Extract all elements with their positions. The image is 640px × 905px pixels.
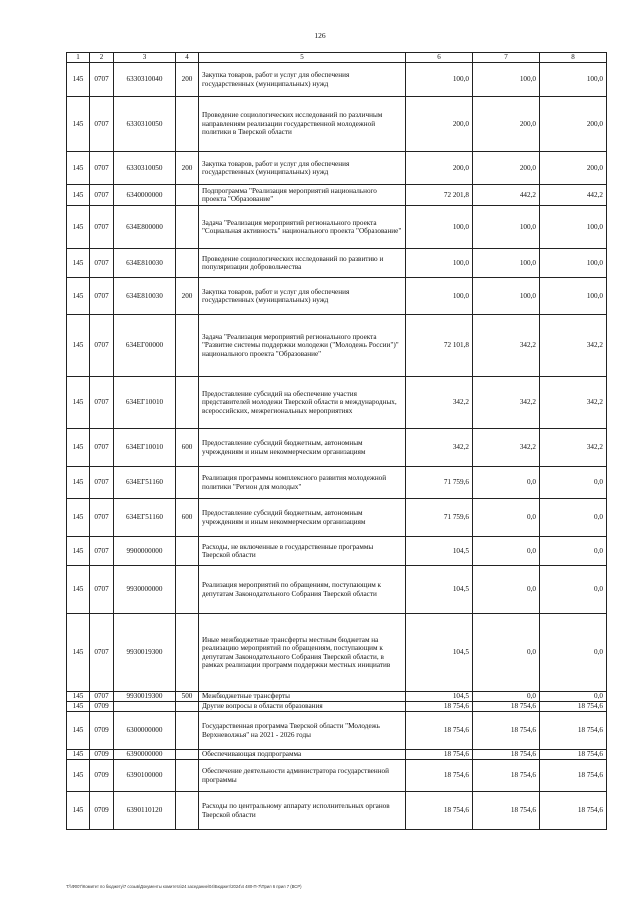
cell-amount-3: 18 754,6 bbox=[540, 760, 607, 792]
file-path-footer: T:\\Ф007\Комитет по бюджету\7 созыв\Документы комитета\24 заседание\04\Бюджет\2024\4 480-П-7\Прил 6 прил 7 (ВСР) bbox=[66, 884, 302, 889]
cell-code-1: 145 bbox=[67, 702, 90, 712]
budget-table bbox=[66, 52, 607, 830]
cell-amount-2: 0,0 bbox=[473, 499, 540, 537]
cell-amount-3: 100,0 bbox=[540, 278, 607, 315]
table-row bbox=[67, 712, 607, 750]
column-header: 4 bbox=[176, 53, 199, 63]
cell-target-article: 9930019300 bbox=[114, 614, 176, 692]
cell-amount-3: 100,0 bbox=[540, 206, 607, 249]
cell-amount-2: 18 754,6 bbox=[473, 792, 540, 830]
cell-code-1: 145 bbox=[67, 614, 90, 692]
cell-expense-type bbox=[176, 467, 199, 499]
cell-section: 0709 bbox=[90, 712, 114, 750]
cell-section: 0707 bbox=[90, 152, 114, 185]
cell-code-1: 145 bbox=[67, 499, 90, 537]
cell-amount-3: 0,0 bbox=[540, 499, 607, 537]
cell-target-article: 634Е810030 bbox=[114, 278, 176, 315]
cell-section: 0707 bbox=[90, 278, 114, 315]
cell-target-article: 6340000000 bbox=[114, 185, 176, 206]
cell-name: Предоставление субсидий на обеспечение участия представителей молодежи Тверской области в международных, всероссийских, межрегиональных мероприятиях bbox=[199, 377, 406, 429]
cell-amount-2: 200,0 bbox=[473, 97, 540, 152]
cell-amount-1: 104,5 bbox=[406, 692, 473, 702]
cell-expense-type bbox=[176, 792, 199, 830]
cell-target-article: 634Е810030 bbox=[114, 249, 176, 278]
cell-target-article: 9900000000 bbox=[114, 537, 176, 566]
cell-section: 0709 bbox=[90, 750, 114, 760]
cell-amount-2: 442,2 bbox=[473, 185, 540, 206]
cell-code-1: 145 bbox=[67, 467, 90, 499]
cell-amount-3: 18 754,6 bbox=[540, 792, 607, 830]
cell-expense-type bbox=[176, 614, 199, 692]
cell-target-article: 6390110120 bbox=[114, 792, 176, 830]
cell-name: Подпрограмма "Реализация мероприятий национального проекта "Образование" bbox=[199, 185, 406, 206]
cell-amount-3: 342,2 bbox=[540, 429, 607, 467]
cell-target-article: 634ЕГ51160 bbox=[114, 499, 176, 537]
cell-code-1: 145 bbox=[67, 185, 90, 206]
cell-section: 0707 bbox=[90, 249, 114, 278]
cell-amount-2: 342,2 bbox=[473, 377, 540, 429]
cell-amount-1: 104,5 bbox=[406, 614, 473, 692]
table-row bbox=[67, 566, 607, 614]
cell-expense-type bbox=[176, 760, 199, 792]
cell-amount-2: 200,0 bbox=[473, 152, 540, 185]
cell-amount-1: 200,0 bbox=[406, 97, 473, 152]
cell-target-article: 6330310040 bbox=[114, 63, 176, 97]
cell-expense-type bbox=[176, 377, 199, 429]
cell-name: Обеспечивающая подпрограмма bbox=[199, 750, 406, 760]
cell-section: 0707 bbox=[90, 206, 114, 249]
cell-amount-2: 342,2 bbox=[473, 315, 540, 377]
cell-code-1: 145 bbox=[67, 566, 90, 614]
cell-code-1: 145 bbox=[67, 152, 90, 185]
cell-amount-1: 72 101,8 bbox=[406, 315, 473, 377]
cell-name: Закупка товаров, работ и услуг для обеспечения государственных (муниципальных) нужд bbox=[199, 152, 406, 185]
cell-section: 0707 bbox=[90, 185, 114, 206]
table-row bbox=[67, 377, 607, 429]
page-number: 126 bbox=[314, 31, 326, 40]
cell-name: Задача "Реализация мероприятий регионального проекта "Социальная активность" национального проекта "Образование" bbox=[199, 206, 406, 249]
cell-expense-type: 200 bbox=[176, 152, 199, 185]
table-row bbox=[67, 614, 607, 692]
cell-name: Закупка товаров, работ и услуг для обеспечения государственных (муниципальных) нужд bbox=[199, 63, 406, 97]
cell-target-article: 634ЕГ10010 bbox=[114, 377, 176, 429]
cell-name: Задача "Реализация мероприятий регионального проекта "Развитие системы поддержки молодежи ("Молодежь России")" национального проекта "Образование" bbox=[199, 315, 406, 377]
cell-amount-3: 0,0 bbox=[540, 566, 607, 614]
table-row bbox=[67, 692, 607, 702]
cell-amount-1: 200,0 bbox=[406, 152, 473, 185]
cell-section: 0707 bbox=[90, 614, 114, 692]
cell-amount-3: 0,0 bbox=[540, 614, 607, 692]
cell-amount-2: 18 754,6 bbox=[473, 712, 540, 750]
cell-amount-1: 342,2 bbox=[406, 429, 473, 467]
cell-section: 0707 bbox=[90, 97, 114, 152]
cell-amount-2: 100,0 bbox=[473, 206, 540, 249]
cell-amount-3: 0,0 bbox=[540, 467, 607, 499]
cell-amount-1: 71 759,6 bbox=[406, 467, 473, 499]
cell-amount-2: 342,2 bbox=[473, 429, 540, 467]
cell-name: Предоставление субсидий бюджетным, автономным учреждениям и иным некоммерческим организациям bbox=[199, 429, 406, 467]
cell-section: 0707 bbox=[90, 499, 114, 537]
cell-name: Предоставление субсидий бюджетным, автономным учреждениям и иным некоммерческим организациям bbox=[199, 499, 406, 537]
cell-code-1: 145 bbox=[67, 429, 90, 467]
cell-amount-1: 100,0 bbox=[406, 249, 473, 278]
cell-amount-2: 0,0 bbox=[473, 566, 540, 614]
cell-target-article: 9930019300 bbox=[114, 692, 176, 702]
cell-code-1: 145 bbox=[67, 537, 90, 566]
cell-amount-2: 0,0 bbox=[473, 692, 540, 702]
table-row bbox=[67, 760, 607, 792]
cell-amount-3: 342,2 bbox=[540, 377, 607, 429]
cell-amount-1: 100,0 bbox=[406, 206, 473, 249]
cell-target-article: 6390100000 bbox=[114, 760, 176, 792]
cell-name: Другие вопросы в области образования bbox=[199, 702, 406, 712]
cell-amount-3: 18 754,6 bbox=[540, 750, 607, 760]
cell-amount-2: 18 754,6 bbox=[473, 760, 540, 792]
cell-name: Иные межбюджетные трансферты местным бюджетам на реализацию мероприятий по обращениям, поступающим к депутатам Законодательного Собрания Тверской области, в рамках реализации программ поддержки местных инициатив bbox=[199, 614, 406, 692]
cell-expense-type bbox=[176, 566, 199, 614]
cell-amount-3: 18 754,6 bbox=[540, 702, 607, 712]
table-row bbox=[67, 185, 607, 206]
cell-section: 0707 bbox=[90, 315, 114, 377]
cell-amount-3: 342,2 bbox=[540, 315, 607, 377]
cell-name: Реализация мероприятий по обращениям, поступающим к депутатам Законодательного Собрания Тверской области bbox=[199, 566, 406, 614]
cell-expense-type bbox=[176, 750, 199, 760]
cell-amount-2: 0,0 bbox=[473, 467, 540, 499]
cell-code-1: 145 bbox=[67, 692, 90, 702]
table-row bbox=[67, 315, 607, 377]
table-row bbox=[67, 467, 607, 499]
cell-amount-2: 0,0 bbox=[473, 537, 540, 566]
cell-code-1: 145 bbox=[67, 249, 90, 278]
cell-target-article: 6390000000 bbox=[114, 750, 176, 760]
table-row bbox=[67, 278, 607, 315]
cell-amount-2: 100,0 bbox=[473, 278, 540, 315]
cell-amount-2: 18 754,6 bbox=[473, 750, 540, 760]
cell-amount-3: 0,0 bbox=[540, 537, 607, 566]
cell-amount-2: 0,0 bbox=[473, 614, 540, 692]
cell-target-article: 9930000000 bbox=[114, 566, 176, 614]
cell-target-article: 634ЕГ51160 bbox=[114, 467, 176, 499]
column-header: 7 bbox=[473, 53, 540, 63]
table-row bbox=[67, 249, 607, 278]
cell-amount-1: 18 754,6 bbox=[406, 712, 473, 750]
table-row bbox=[67, 499, 607, 537]
table-row bbox=[67, 537, 607, 566]
cell-expense-type: 500 bbox=[176, 692, 199, 702]
cell-target-article bbox=[114, 702, 176, 712]
cell-section: 0707 bbox=[90, 692, 114, 702]
cell-name: Обеспечение деятельности администратора государственной программы bbox=[199, 760, 406, 792]
cell-code-1: 145 bbox=[67, 63, 90, 97]
cell-code-1: 145 bbox=[67, 792, 90, 830]
cell-code-1: 145 bbox=[67, 315, 90, 377]
cell-target-article: 634ЕГ00000 bbox=[114, 315, 176, 377]
cell-amount-3: 200,0 bbox=[540, 97, 607, 152]
cell-amount-1: 18 754,6 bbox=[406, 760, 473, 792]
cell-amount-3: 100,0 bbox=[540, 63, 607, 97]
cell-expense-type: 600 bbox=[176, 429, 199, 467]
cell-section: 0707 bbox=[90, 429, 114, 467]
cell-amount-3: 442,2 bbox=[540, 185, 607, 206]
table-row bbox=[67, 206, 607, 249]
cell-amount-2: 18 754,6 bbox=[473, 702, 540, 712]
cell-name: Проведение социологических исследований по развитию и популяризации добровольчества bbox=[199, 249, 406, 278]
cell-amount-1: 18 754,6 bbox=[406, 750, 473, 760]
cell-amount-1: 342,2 bbox=[406, 377, 473, 429]
cell-name: Закупка товаров, работ и услуг для обеспечения государственных (муниципальных) нужд bbox=[199, 278, 406, 315]
cell-name: Государственная программа Тверской области "Молодежь Верхневолжья" на 2021 - 2026 годы bbox=[199, 712, 406, 750]
cell-amount-3: 200,0 bbox=[540, 152, 607, 185]
cell-section: 0707 bbox=[90, 537, 114, 566]
cell-amount-3: 100,0 bbox=[540, 249, 607, 278]
cell-expense-type bbox=[176, 702, 199, 712]
cell-expense-type: 600 bbox=[176, 499, 199, 537]
cell-amount-1: 104,5 bbox=[406, 537, 473, 566]
cell-name: Расходы по центральному аппарату исполнительных органов Тверской области bbox=[199, 792, 406, 830]
cell-name: Проведение социологических исследований по различным направлениям реализации государственной молодежной политики в Тверской области bbox=[199, 97, 406, 152]
cell-expense-type bbox=[176, 249, 199, 278]
table-row bbox=[67, 702, 607, 712]
cell-amount-3: 0,0 bbox=[540, 692, 607, 702]
cell-expense-type bbox=[176, 537, 199, 566]
column-number-row bbox=[67, 53, 607, 63]
cell-section: 0709 bbox=[90, 702, 114, 712]
cell-amount-1: 100,0 bbox=[406, 63, 473, 97]
cell-amount-2: 100,0 bbox=[473, 249, 540, 278]
cell-section: 0707 bbox=[90, 467, 114, 499]
cell-target-article: 634ЕГ10010 bbox=[114, 429, 176, 467]
table-row bbox=[67, 750, 607, 760]
cell-section: 0707 bbox=[90, 63, 114, 97]
cell-expense-type: 200 bbox=[176, 63, 199, 97]
cell-amount-2: 100,0 bbox=[473, 63, 540, 97]
cell-amount-1: 72 201,8 bbox=[406, 185, 473, 206]
cell-expense-type bbox=[176, 206, 199, 249]
cell-expense-type bbox=[176, 315, 199, 377]
cell-name: Реализация программы комплексного развития молодежной политики "Регион для молодых" bbox=[199, 467, 406, 499]
cell-code-1: 145 bbox=[67, 760, 90, 792]
cell-amount-1: 104,5 bbox=[406, 566, 473, 614]
column-header: 8 bbox=[540, 53, 607, 63]
cell-expense-type bbox=[176, 97, 199, 152]
cell-code-1: 145 bbox=[67, 278, 90, 315]
cell-name: Расходы, не включенные в государственные программы Тверской области bbox=[199, 537, 406, 566]
table-row bbox=[67, 429, 607, 467]
cell-section: 0707 bbox=[90, 566, 114, 614]
cell-expense-type: 200 bbox=[176, 278, 199, 315]
cell-target-article: 6330310050 bbox=[114, 97, 176, 152]
cell-section: 0707 bbox=[90, 377, 114, 429]
cell-name: Межбюджетные трансферты bbox=[199, 692, 406, 702]
column-header: 5 bbox=[199, 53, 406, 63]
cell-target-article: 6300000000 bbox=[114, 712, 176, 750]
table-row bbox=[67, 792, 607, 830]
column-header: 3 bbox=[114, 53, 176, 63]
table-body bbox=[67, 63, 607, 830]
table-row bbox=[67, 152, 607, 185]
cell-section: 0709 bbox=[90, 760, 114, 792]
table-row bbox=[67, 97, 607, 152]
cell-amount-3: 18 754,6 bbox=[540, 712, 607, 750]
cell-code-1: 145 bbox=[67, 97, 90, 152]
table-row bbox=[67, 63, 607, 97]
cell-amount-1: 18 754,6 bbox=[406, 702, 473, 712]
column-header: 1 bbox=[67, 53, 90, 63]
cell-code-1: 145 bbox=[67, 377, 90, 429]
cell-section: 0709 bbox=[90, 792, 114, 830]
cell-code-1: 145 bbox=[67, 206, 90, 249]
column-header: 2 bbox=[90, 53, 114, 63]
column-header: 6 bbox=[406, 53, 473, 63]
cell-code-1: 145 bbox=[67, 712, 90, 750]
cell-amount-1: 100,0 bbox=[406, 278, 473, 315]
cell-amount-1: 71 759,6 bbox=[406, 499, 473, 537]
cell-target-article: 6330310050 bbox=[114, 152, 176, 185]
cell-amount-1: 18 754,6 bbox=[406, 792, 473, 830]
cell-target-article: 634Е800000 bbox=[114, 206, 176, 249]
cell-expense-type bbox=[176, 712, 199, 750]
cell-expense-type bbox=[176, 185, 199, 206]
cell-code-1: 145 bbox=[67, 750, 90, 760]
